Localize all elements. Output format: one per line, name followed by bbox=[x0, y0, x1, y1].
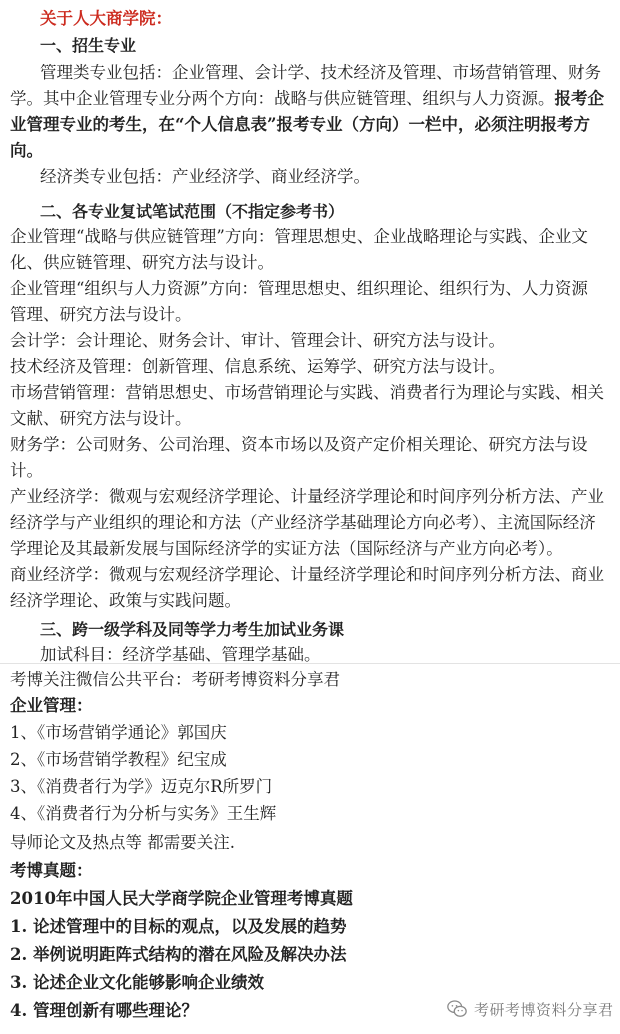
enrollment-text-line: 管理类专业包括：企业管理、会计学、技术经济及管理、市场营销管理、财务 bbox=[40, 63, 601, 82]
scope-line: 化、供应链管理、研究方法与设计。 bbox=[10, 253, 274, 272]
scope-line: 技术经济及管理：创新管理、信息系统、运筹学、研究方法与设计。 bbox=[10, 357, 505, 376]
scope-line: 文献、研究方法与设计。 bbox=[10, 409, 192, 428]
scope-line: 经济学与产业组织的理论和方法（产业经济学基础理论方向必考）、主流国际经济 bbox=[10, 513, 596, 532]
book-item: 4、《消费者行为分析与实务》王生辉 bbox=[10, 804, 277, 823]
exam-question: 2. 举例说明距阵式结构的潜在风险及解决办法 bbox=[10, 945, 347, 964]
exam-question: 1. 论述管理中的目标的观点，以及发展的趋势 bbox=[10, 917, 347, 936]
book-item: 2、《市场营销学教程》纪宝成 bbox=[10, 750, 227, 769]
books-heading: 企业管理： bbox=[10, 696, 93, 715]
page-title: 关于人大商学院： bbox=[40, 9, 172, 28]
books-note: 导师论文及热点等 都需要关注. bbox=[10, 833, 235, 852]
scope-line: 学理论及其最新发展与国际经济学的实证方法（国际经济与产业方向必考）。 bbox=[10, 539, 563, 558]
scope-line: 计。 bbox=[10, 461, 43, 480]
enrollment-text-bold: 报考企 bbox=[554, 89, 604, 108]
watermark-text: 考研考博资料分享君 bbox=[474, 1000, 614, 1019]
promo-line: 考博关注微信公共平台：考研考博资料分享君 bbox=[10, 670, 340, 689]
scope-line: 企业管理“组织与人力资源”方向：管理思想史、组织理论、组织行为、人力资源 bbox=[10, 279, 588, 298]
exam-title: 2010年中国人民大学商学院企业管理考博真题 bbox=[10, 889, 353, 908]
wechat-icon bbox=[446, 998, 468, 1020]
extra-exam-subjects: 加试科目：经济学基础、管理学基础。 bbox=[40, 645, 321, 664]
exam-heading: 考博真题： bbox=[10, 861, 93, 880]
enrollment-notice-line: 业管理专业的考生，在“个人信息表”报考专业（方向）一栏中，必须注明报考方 bbox=[10, 115, 590, 134]
scope-line: 经济学理论、政策与实践问题。 bbox=[10, 591, 241, 610]
scope-line: 财务学：公司财务、公司治理、资本市场以及资产定价相关理论、研究方法与设 bbox=[10, 435, 588, 454]
section-heading-extra-exam: 三、跨一级学科及同等学力考生加试业务课 bbox=[40, 620, 345, 639]
divider bbox=[0, 663, 620, 664]
section-heading-exam-scope: 二、各专业复试笔试范围（不指定参考书） bbox=[40, 202, 345, 221]
scope-line: 会计学：会计理论、财务会计、审计、管理会计、研究方法与设计。 bbox=[10, 331, 505, 350]
watermark bbox=[446, 996, 614, 1022]
enrollment-notice-line: 向。 bbox=[10, 141, 43, 160]
enrollment-text-line bbox=[10, 86, 612, 112]
exam-question: 3. 论述企业文化能够影响企业绩效 bbox=[10, 973, 264, 992]
scope-line: 商业经济学：微观与宏观经济学理论、计量经济学理论和时间序列分析方法、商业 bbox=[10, 565, 604, 584]
scope-line: 企业管理“战略与供应链管理”方向：管理思想史、企业战略理论与实践、企业文 bbox=[10, 227, 588, 246]
exam-question: 4. 管理创新有哪些理论？ bbox=[10, 1001, 198, 1020]
book-item: 1、《市场营销学通论》郭国庆 bbox=[10, 723, 227, 742]
section-heading-enrollment: 一、招生专业 bbox=[40, 36, 137, 55]
scope-line: 产业经济学：微观与宏观经济学理论、计量经济学理论和时间序列分析方法、产业 bbox=[10, 487, 604, 506]
enrollment-text-normal: 学。其中企业管理专业分两个方向：战略与供应链管理、组织与人力资源。 bbox=[10, 89, 555, 108]
book-item: 3、《消费者行为学》迈克尔R所罗门 bbox=[10, 777, 273, 796]
scope-line: 管理、研究方法与设计。 bbox=[10, 305, 192, 324]
scope-line: 市场营销管理：营销思想史、市场营销理论与实践、消费者行为理论与实践、相关 bbox=[10, 383, 604, 402]
econ-majors-line: 经济类专业包括：产业经济学、商业经济学。 bbox=[40, 167, 370, 186]
